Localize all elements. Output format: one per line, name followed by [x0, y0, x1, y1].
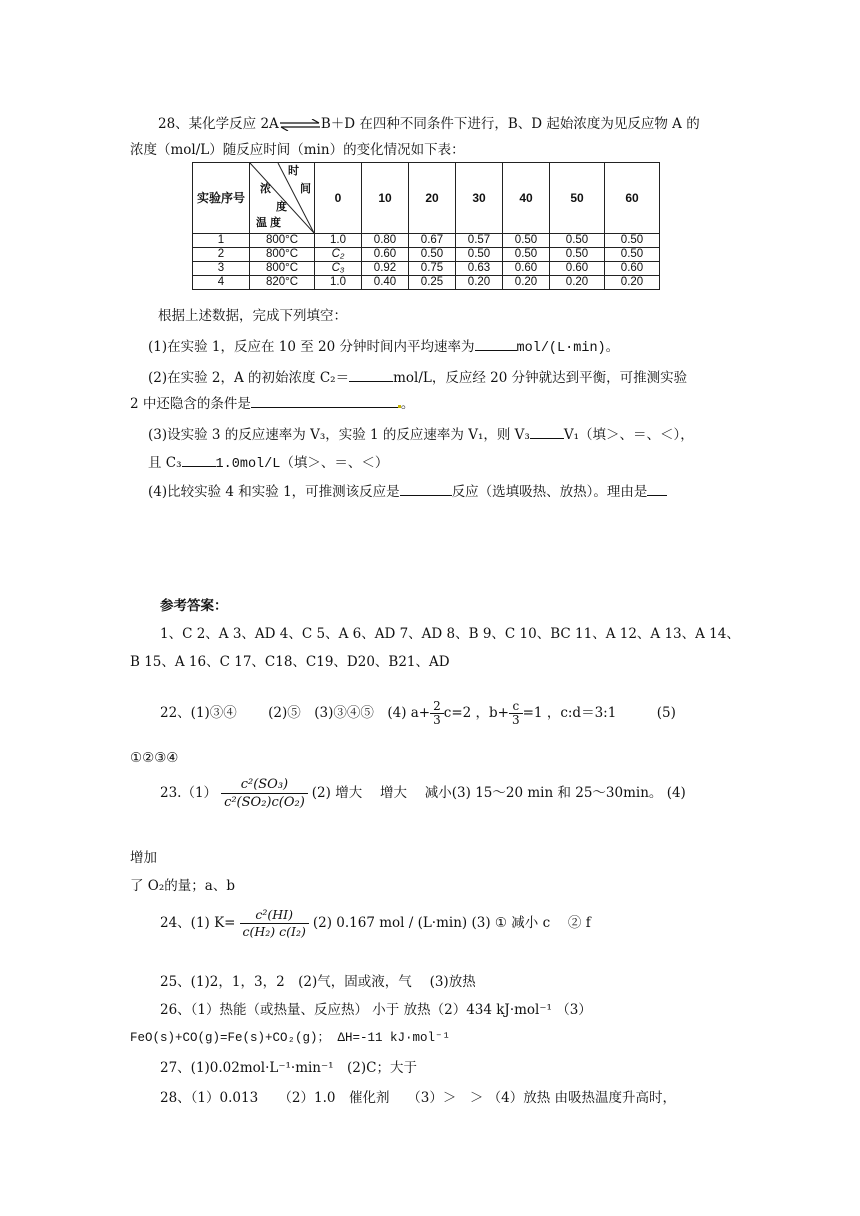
header-exp: 实验序号: [193, 163, 250, 234]
row-id: 3: [193, 262, 250, 276]
row-id: 2: [193, 248, 250, 262]
q28-line1-post: B＋D 在四种不同条件下进行，B、D 起始浓度为见反应物 A 的: [320, 116, 700, 132]
time-20: 20: [409, 163, 456, 234]
frac-numerator: c: [509, 700, 523, 714]
a22-text-b: c=2 ，b+: [443, 705, 509, 721]
cell: 0.60: [550, 262, 605, 276]
q2-answer-blank[interactable]: [349, 367, 393, 382]
cell: C₃: [315, 262, 362, 276]
q3-text-c: 且 C₃: [148, 455, 182, 471]
equilibrium-arrow-icon: [279, 119, 321, 131]
q4-answer-blank[interactable]: [400, 481, 452, 496]
question-2: [148, 367, 687, 388]
cell: 0.50: [550, 248, 605, 262]
cell: 0.57: [456, 234, 503, 248]
frac-numerator: 2: [430, 700, 444, 714]
stray-mark: [398, 405, 401, 408]
answer-26-line2: FeO(s)+CO(g)=Fe(s)+CO₂(g)； ΔH=-11 kJ·mol⁻¹: [130, 1031, 451, 1045]
frac-denominator: c²(SO₂)c(O₂): [224, 795, 305, 810]
a22-fraction-1: [430, 700, 444, 727]
row-temp: 820°C: [250, 276, 315, 290]
q4-text-b: 反应（选填吸热、放热）。理由是: [451, 484, 648, 500]
row-id: 4: [193, 276, 250, 290]
answers-heading: 参考答案：: [160, 598, 228, 614]
table-header-row: [193, 163, 660, 234]
questions-intro: 根据上述数据，完成下列填空：: [158, 308, 347, 324]
header-diagonal-cell: [250, 163, 315, 234]
header-temp: 温 度: [256, 217, 282, 229]
answer-27: 27、(1)0.02mol·L⁻¹·min⁻¹ (2)C；大于: [160, 1060, 417, 1076]
frac-numerator: c²(SO₃): [221, 776, 308, 794]
a23-text: 23.（1）: [160, 785, 218, 801]
frac-denominator: c(H₂) c(I₂): [242, 924, 306, 939]
cell: 0.20: [456, 276, 503, 290]
header-nong: 浓: [260, 183, 271, 195]
table-row: [193, 248, 660, 262]
row-temp: 800°C: [250, 248, 315, 262]
q4-reason-blank[interactable]: [647, 481, 667, 496]
time-40: 40: [503, 163, 550, 234]
q2-condition-blank[interactable]: [251, 393, 401, 408]
cell: 0.63: [456, 262, 503, 276]
header-shi: 时: [288, 165, 299, 177]
cell: 0.60: [362, 248, 409, 262]
q2-text-b: mol/L，反应经 20 分钟就达到平衡，可推测实验: [393, 370, 688, 386]
cell: 0.80: [362, 234, 409, 248]
cell: 0.50: [409, 248, 456, 262]
table-row: [193, 262, 660, 276]
a22-text-c: =1 ，c:d＝3:1 (5): [522, 705, 676, 721]
q2-text: (2)在实验 2，A 的初始浓度 C₂＝: [148, 370, 350, 386]
a24-text-b: (2) 0.167 mol / (L·min) (3) ① 减小 c ② f: [312, 915, 591, 931]
time-50: 50: [550, 163, 605, 234]
question-3: [148, 424, 694, 445]
cell: 0.75: [409, 262, 456, 276]
q2-text-d: 。: [400, 396, 415, 412]
q1-unit: mol/(L·min)。: [516, 341, 620, 356]
cell: 0.50: [605, 248, 660, 262]
q2-text-c: 2 中还隐含的条件是: [130, 396, 251, 412]
cell: 0.50: [503, 248, 550, 262]
q3-text-d: 1.0mol/L（填＞、＝、＜）: [215, 457, 389, 472]
q3-c-blank[interactable]: [182, 452, 216, 467]
question-4: [148, 481, 667, 502]
a23-text-b: (2) 增大 增大 减小(3) 15～20 min 和 25～30min。 (4): [311, 785, 686, 801]
header-du: 度: [276, 201, 287, 213]
q28-line1: [158, 114, 700, 134]
cell: 0.67: [409, 234, 456, 248]
a24-fraction: [240, 907, 309, 940]
cell: 1.0: [315, 276, 362, 290]
cell: 0.20: [550, 276, 605, 290]
cell: 1.0: [315, 234, 362, 248]
answer-23-line2: 增加: [130, 850, 157, 866]
answer-23: [160, 776, 686, 811]
q28-line1-pre: 28、某化学反应 2A: [158, 116, 279, 132]
row-temp: 800°C: [250, 262, 315, 276]
cell: 0.50: [550, 234, 605, 248]
answer-1-21-line2: B 15、A 16、C 17、C18、C19、D20、B21、AD: [130, 654, 450, 670]
cell: 0.40: [362, 276, 409, 290]
question-3-line2: [148, 452, 388, 475]
question-2-line2: [130, 393, 414, 414]
frac-numerator: c²(HI): [240, 907, 309, 924]
answer-23-line3: 了 O₂的量；a、b: [130, 878, 235, 894]
cell: 0.50: [605, 234, 660, 248]
table-row: [193, 276, 660, 290]
q28-line2: 浓度（mol/L）随反应时间（min）的变化情况如下表：: [130, 142, 465, 158]
q4-text: (4)比较实验 4 和实验 1，可推测该反应是: [148, 484, 400, 500]
a23-fraction: [221, 776, 308, 811]
a24-text: 24、(1) K=: [160, 915, 236, 931]
answer-1-21-line1: 1、C 2、A 3、AD 4、C 5、A 6、AD 7、AD 8、B 9、C 10、BC 11、A 12、A 13、A 14、: [160, 626, 740, 642]
time-60: 60: [605, 163, 660, 234]
question-1: [148, 336, 619, 359]
cell: 0.20: [605, 276, 660, 290]
header-jian: 间: [300, 183, 311, 195]
answer-28: 28、（1）0.013 （2）1.0 催化剂 （3）＞ ＞ （4）放热 由吸热温度升高时，: [160, 1090, 677, 1106]
q1-text: (1)在实验 1，反应在 10 至 20 分钟时间内平均速率为: [148, 339, 475, 355]
data-table: [192, 162, 660, 290]
time-10: 10: [362, 163, 409, 234]
time-0: 0: [315, 163, 362, 234]
cell: 0.25: [409, 276, 456, 290]
answer-25: 25、(1)2，1，3，2 (2)气，固或液，气 (3)放热: [160, 974, 476, 990]
cell: 0.20: [503, 276, 550, 290]
a22-text: 22、(1)③④ (2)⑤ (3)③④⑤ (4) a+: [160, 705, 431, 721]
q3-text: (3)设实验 3 的反应速率为 V₃，实验 1 的反应速率为 V₁，则 V₃: [148, 427, 530, 443]
answer-24: [160, 906, 591, 940]
cell: 0.60: [503, 262, 550, 276]
cell: 0.92: [362, 262, 409, 276]
table-row: [193, 234, 660, 248]
a22-fraction-2: [509, 700, 523, 727]
q3-text-b: V₁（填＞、＝、＜），: [563, 427, 694, 443]
answer-22: [160, 698, 676, 728]
row-id: 1: [193, 234, 250, 248]
answer-22-line2: ①②③④: [130, 750, 179, 766]
cell: C₂: [315, 248, 362, 262]
row-temp: 800°C: [250, 234, 315, 248]
cell: 0.50: [503, 234, 550, 248]
answer-26-line1: 26、（1）热能（或热量、反应热） 小于 放热（2）434 kJ·mol⁻¹ （3）: [160, 1002, 592, 1018]
frac-denominator: 3: [433, 713, 441, 727]
q1-answer-blank[interactable]: [475, 336, 517, 351]
cell: 0.60: [605, 262, 660, 276]
frac-denominator: 3: [511, 713, 520, 727]
q3-v-blank[interactable]: [530, 424, 564, 439]
cell: 0.50: [456, 248, 503, 262]
time-30: 30: [456, 163, 503, 234]
